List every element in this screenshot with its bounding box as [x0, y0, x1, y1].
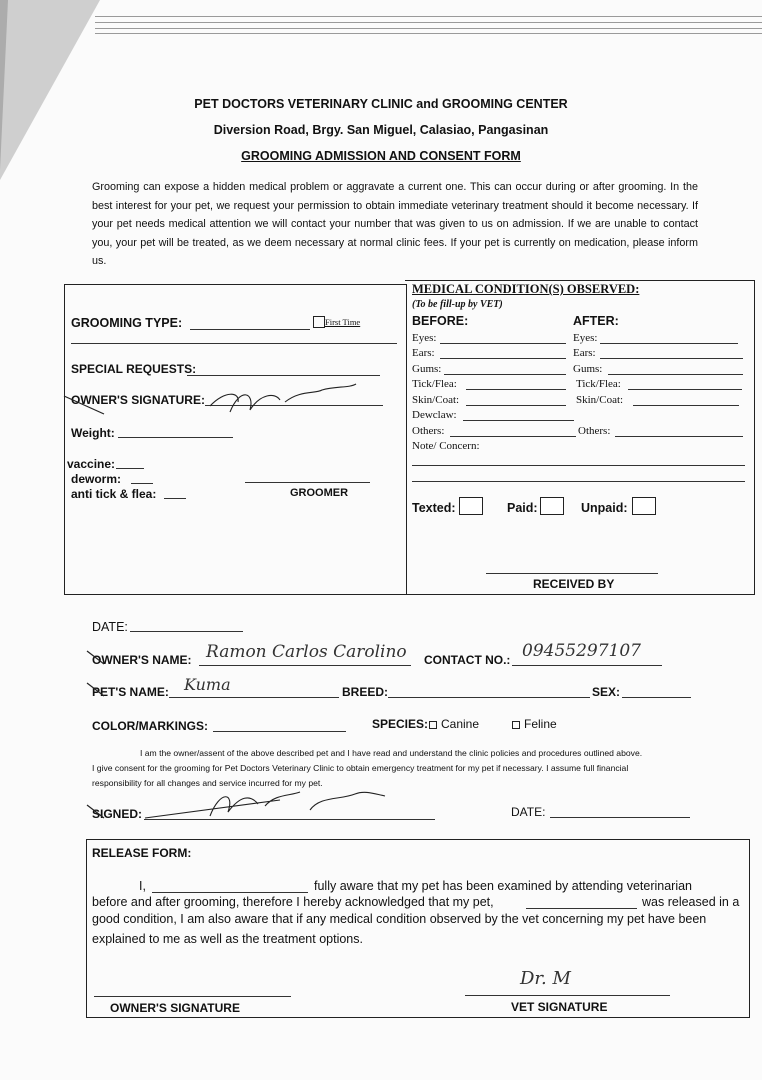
before-dewclaw-label: Dewclaw: — [412, 409, 457, 421]
received-by-label: RECEIVED BY — [533, 577, 615, 591]
color-markings-label: COLOR/MARKINGS: — [92, 719, 208, 733]
canine-label: Canine — [441, 717, 480, 731]
weight-field[interactable] — [118, 437, 233, 438]
grooming-type-field[interactable] — [190, 329, 310, 330]
release-text-c: good condition, I am also aware that if any medical condition observed by the vet concerning my pet have been — [92, 912, 707, 926]
special-requests-label: SPECIAL REQUESTS: — [71, 362, 197, 376]
grooming-type-extra-line[interactable] — [71, 343, 397, 344]
owner-signature-scribble — [60, 382, 360, 422]
feline-label: Feline — [524, 717, 557, 731]
after-others-label: Others: — [578, 425, 611, 437]
owners-name-label: OWNER'S NAME: — [92, 653, 192, 667]
vaccine-field[interactable] — [116, 468, 144, 469]
owners-name-value[interactable]: Ramon Carlos Carolino — [206, 642, 407, 662]
weight-label: Weight: — [71, 426, 115, 440]
before-others-field[interactable] — [450, 436, 576, 437]
before-skincoat-field[interactable] — [466, 405, 566, 406]
after-ears-field[interactable] — [600, 358, 743, 359]
pets-name-label: PET'S NAME: — [92, 685, 169, 699]
owners-name-strike — [86, 648, 106, 668]
release-i: I, — [139, 879, 146, 893]
before-tickflea-field[interactable] — [466, 389, 566, 390]
release-title: RELEASE FORM: — [92, 846, 192, 860]
color-markings-field[interactable] — [213, 731, 346, 732]
after-header: AFTER: — [573, 314, 619, 328]
before-dewclaw-field[interactable] — [463, 420, 574, 421]
special-requests-field[interactable] — [187, 375, 380, 376]
note-concern-label: Note/ Concern: — [412, 440, 480, 452]
release-owner-signature-label: OWNER'S SIGNATURE — [110, 1001, 240, 1015]
groomer-label: GROOMER — [290, 487, 349, 499]
contact-label: CONTACT NO.: — [424, 653, 511, 667]
release-pet-field[interactable] — [526, 908, 637, 909]
consent-line-1: I am the owner/assent of the above described pet and I have read and understand the clinic policies and procedures outlined above. — [140, 748, 643, 758]
unpaid-checkbox[interactable] — [632, 497, 656, 515]
medical-subtitle: (To be fill-up by VET) — [412, 299, 503, 310]
release-owner-signature-line[interactable] — [94, 996, 291, 997]
signed-strike — [86, 802, 106, 822]
page-edge-shadow — [0, 0, 8, 170]
before-others-label: Others: — [412, 425, 445, 437]
signed-signature-scribble — [140, 786, 390, 826]
owners-name-field[interactable] — [199, 665, 411, 666]
release-vet-signature-line[interactable] — [465, 995, 670, 996]
note-line-1[interactable] — [412, 465, 745, 466]
paper-stack-edge — [95, 28, 762, 29]
contact-field[interactable] — [512, 665, 662, 666]
texted-checkbox[interactable] — [459, 497, 483, 515]
before-eyes-field[interactable] — [440, 343, 566, 344]
before-gums-field[interactable] — [444, 374, 566, 375]
paid-label: Paid: — [507, 501, 538, 515]
species-label: SPECIES: — [372, 717, 429, 731]
clinic-address: Diversion Road, Brgy. San Miguel, Calasiao, Pangasinan — [213, 123, 549, 137]
after-gums-field[interactable] — [608, 374, 743, 375]
first-time-label: First Time — [325, 317, 361, 327]
received-by-line[interactable] — [486, 573, 658, 574]
after-eyes-label: Eyes: — [573, 332, 598, 344]
paper-stack-edge — [95, 16, 762, 17]
grooming-type-label: GROOMING TYPE: — [71, 316, 183, 330]
consent-date-label: DATE: — [511, 805, 546, 819]
signed-label: SIGNED: — [92, 807, 143, 821]
vet-initials: Dr. M — [520, 968, 571, 989]
note-line-2[interactable] — [412, 481, 745, 482]
feline-checkbox[interactable] — [512, 721, 520, 729]
consent-line-3: responsibility for all changes and service incurred for my pet. — [92, 778, 323, 788]
before-ears-field[interactable] — [440, 358, 566, 359]
paper-stack-edge — [95, 33, 762, 34]
paid-checkbox[interactable] — [540, 497, 564, 515]
release-vet-signature-label: VET SIGNATURE — [511, 1000, 608, 1014]
after-skincoat-label: Skin/Coat: — [576, 394, 624, 406]
medical-title: MEDICAL CONDITION(S) OBSERVED: — [412, 282, 640, 296]
breed-label: BREED: — [342, 685, 389, 699]
after-eyes-field[interactable] — [600, 343, 738, 344]
date-field[interactable] — [130, 631, 243, 632]
pets-name-value[interactable]: Kuma — [184, 675, 231, 694]
before-ears-label: Ears: — [412, 347, 435, 359]
pets-name-field[interactable] — [169, 697, 339, 698]
owners-signature-label: OWNER'S SIGNATURE: — [71, 393, 205, 407]
release-text-b1: before and after grooming, therefore I hereby acknowledged that my pet, — [92, 895, 494, 909]
pets-name-strike — [86, 680, 106, 700]
form-title: GROOMING ADMISSION AND CONSENT FORM — [241, 149, 521, 163]
clinic-name: PET DOCTORS VETERINARY CLINIC and GROOMING CENTER — [194, 97, 568, 111]
after-tickflea-label: Tick/Flea: — [576, 378, 621, 390]
before-skincoat-label: Skin/Coat: — [412, 394, 460, 406]
breed-field[interactable] — [388, 697, 590, 698]
texted-label: Texted: — [412, 501, 456, 515]
date-label: DATE: — [92, 620, 128, 634]
after-others-field[interactable] — [615, 436, 743, 437]
before-eyes-label: Eyes: — [412, 332, 437, 344]
before-gums-label: Gums: — [412, 363, 442, 375]
deworm-field[interactable] — [131, 483, 153, 484]
after-gums-label: Gums: — [573, 363, 603, 375]
intro-paragraph: Grooming can expose a hidden medical problem or aggravate a current one. This can occur during or after grooming. In the best interest for your pet, we request your permission to obtain immediate veterinary treatment should it become necessary. If your pet needs medical attention we will contact your number that was given to us on admission. If we are unable to contact you, your pet will be treated, as we deem necessary at normal clinic fees. If your pet is currently on medication, please inform us. — [92, 181, 698, 268]
contact-value[interactable]: 09455297107 — [522, 641, 641, 661]
anti-tick-label: anti tick & flea: — [71, 487, 157, 501]
sex-field[interactable] — [622, 697, 691, 698]
unpaid-label: Unpaid: — [581, 501, 628, 515]
anti-tick-field[interactable] — [164, 498, 186, 499]
release-text-d: explained to me as well as the treatment options. — [92, 932, 363, 946]
release-text-b2: was released in a — [642, 895, 740, 909]
vaccine-label: vaccine: — [67, 457, 116, 471]
groomer-signature-line[interactable] — [245, 482, 370, 483]
after-tickflea-field[interactable] — [628, 389, 742, 390]
before-tickflea-label: Tick/Flea: — [412, 378, 457, 390]
consent-date-field[interactable] — [550, 817, 690, 818]
after-skincoat-field[interactable] — [633, 405, 739, 406]
release-text-a: fully aware that my pet has been examined by attending veterinarian — [314, 879, 693, 893]
release-form-box — [86, 839, 750, 1018]
grooming-section — [64, 284, 407, 595]
before-header: BEFORE: — [412, 314, 469, 328]
canine-checkbox[interactable] — [429, 721, 437, 729]
sex-label: SEX: — [592, 685, 621, 699]
deworm-label: deworm: — [71, 472, 122, 486]
consent-line-2: I give consent for the grooming for Pet Doctors Veterinary Clinic to obtain emergency treatment for my pet if necessary. I assume full financial — [92, 763, 629, 773]
paper-stack-edge — [95, 22, 762, 23]
first-time-checkbox[interactable] — [313, 316, 325, 328]
release-name-field[interactable] — [152, 892, 308, 893]
after-ears-label: Ears: — [573, 347, 596, 359]
